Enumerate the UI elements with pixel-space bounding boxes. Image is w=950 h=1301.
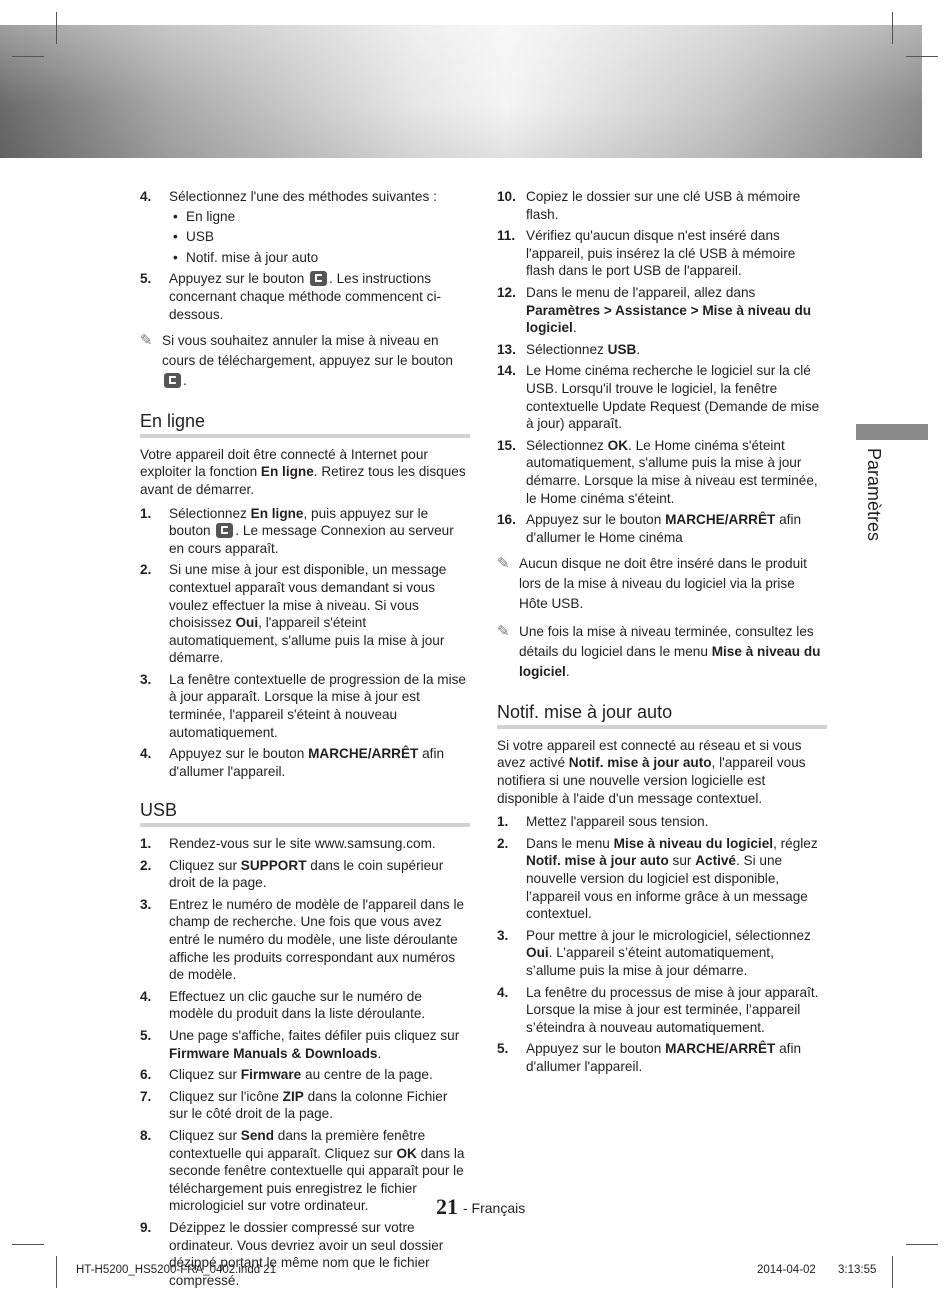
- crop-mark: [12, 56, 44, 57]
- note-text: Si vous souhaitez annuler la mise à niveau en cours de téléchargement, appuyez sur le bouton: [162, 333, 453, 369]
- note: [140, 331, 470, 391]
- footer-file: HT-H5200_HS5200-FRA_0402.indd 21: [76, 1264, 277, 1276]
- list-item: 2. Cliquez sur SUPPORT dans le coin supérieur droit de la page.: [140, 857, 444, 891]
- pencil-note-icon: ✎: [140, 332, 153, 350]
- footer-time: 3:13:55: [838, 1264, 877, 1276]
- list-item: 4. Effectuez un clic gauche sur le numéro de modèle du produit dans la liste déroulante.: [140, 988, 426, 1022]
- chapter-label: Paramètres: [864, 448, 884, 542]
- list-item: 5. Appuyez sur le bouton MARCHE/ARRÊT afin d'allumer l'appareil.: [497, 1041, 802, 1074]
- footer-date: 2014-04-02: [757, 1264, 816, 1276]
- list-item: 10. Copiez le dossier sur une clé USB à mémoire flash.: [497, 189, 801, 222]
- pencil-note-icon: ✎: [497, 555, 510, 573]
- list-item: 5. Une page s'affiche, faites défiler puis cliquez sur Firmware Manuals & Downloads.: [140, 1027, 460, 1061]
- list-item: 3. Pour mettre à jour le micrologiciel, sélectionnez Oui. L’appareil s’éteint automatiquement, s’allume puis la mise à jour démarre.: [497, 927, 811, 978]
- section-title-en-ligne: En ligne: [140, 413, 470, 438]
- step-number: 4.: [140, 189, 152, 204]
- crop-mark: [906, 1244, 938, 1245]
- crop-mark: [892, 12, 893, 44]
- list-item: 12. Dans le menu de l'appareil, allez dans Paramètres > Assistance > Mise à niveau du logiciel.: [497, 284, 812, 336]
- list-item: 16. Appuyez sur le bouton MARCHE/ARRÊT afin d'allumer le Home cinéma: [497, 512, 802, 545]
- list-item: 1. Rendez-vous sur le site www.samsung.com.: [140, 836, 436, 852]
- crop-mark: [56, 1256, 57, 1288]
- crop-mark: [906, 56, 938, 57]
- list-item: 3. La fenêtre contextuelle de progression de la mise à jour apparaît. Lorsque la mise à jour est terminée, l'appareil s'éteint à nouveau automatiquement.: [140, 671, 466, 740]
- list-item: 4. La fenêtre du processus de mise à jour apparaît. Lorsque la mise à jour est terminée, l’appareil s’éteindra à nouveau automatiquement.: [497, 984, 819, 1035]
- list-item: 13. Sélectionnez USB.: [497, 341, 641, 357]
- step-text: . Les instructions concernant chaque méthode commencent ci-dessous.: [169, 271, 442, 322]
- list-item: 2. Si une mise à jour est disponible, un message contextuel apparaît vous demandant si vous voulez effectuer la mise à niveau. Si vous choisissez Oui, l'appareil s'éteint automatiquement, s'allume puis la mise à jour démarre.: [140, 562, 447, 666]
- list-item: 1. Mettez l'appareil sous tension.: [497, 814, 709, 830]
- right-column: [497, 188, 827, 1080]
- return-icon: [310, 271, 327, 286]
- list-item: 6. Cliquez sur Firmware au centre de la page.: [140, 1067, 433, 1083]
- list-item: 4. Appuyez sur le bouton MARCHE/ARRÊT afin d'allumer l'appareil.: [140, 746, 445, 779]
- return-icon: [216, 523, 233, 538]
- chapter-tab: [856, 424, 928, 440]
- section-title-usb: USB: [140, 802, 470, 827]
- list-item: 9. Dézippez le dossier compressé sur votre ordinateur. Vous devriez avoir un seul dossier dézippé portant le même nom que le fichier compressé.: [140, 1219, 444, 1288]
- return-icon: [164, 373, 181, 388]
- list-item: 1. Sélectionnez En ligne, puis appuyez sur le bouton . Le message Connexion au serveur en cours apparaît.: [140, 505, 454, 556]
- header-gradient-band: [0, 25, 922, 158]
- crop-mark: [892, 1256, 893, 1288]
- list-item: [140, 270, 470, 323]
- note-text: .: [183, 373, 187, 389]
- list-item: 3. Entrez le numéro de modèle de l'appareil dans le champ de recherche. Une fois que vous avez entré le numéro du modèle, une liste déroulante affiche les produits correspondant aux numéros de modèle.: [140, 896, 465, 983]
- note: ✎ Une fois la mise à niveau terminée, consultez les détails du logiciel dans le menu Mise à niveau du logiciel.: [497, 623, 821, 680]
- section-intro: Votre appareil doit être connecté à Internet pour exploiter la fonction En ligne. Retirez tous les disques avant de démarrer.: [140, 446, 466, 497]
- step-text: Appuyez sur le bouton: [169, 271, 305, 287]
- method-item: • USB: [169, 228, 470, 246]
- pencil-note-icon: ✎: [497, 623, 510, 641]
- list-item: 7. Cliquez sur l'icône ZIP dans la colonne Fichier sur le côté droit de la page.: [140, 1088, 448, 1122]
- list-item: 11. Vérifiez qu'aucun disque n'est inséré dans l'appareil, puis insérez la clé USB à mémoire flash dans le port USB de l'appareil.: [497, 228, 796, 279]
- list-item: 2. Dans le menu Mise à niveau du logiciel, réglez Notif. mise à jour auto sur Activé. Si une nouvelle version du logiciel est disponible, l’appareil vous en informe grâce à un message contextuel.: [497, 835, 818, 922]
- list-item: 8. Cliquez sur Send dans la première fenêtre contextuelle qui apparaît. Cliquez sur OK dans la seconde fenêtre contextuelle qui apparaît pour le téléchargement puis enregistrez le fichier micrologiciel sur votre ordinateur.: [140, 1127, 465, 1214]
- section-intro: Si votre appareil est connecté au réseau et si vous avez activé Notif. mise à jour auto, l'appareil vous notifiera si une nouvelle version logicielle est disponible à l'aide d'un message contextuel.: [497, 737, 806, 806]
- method-list: [169, 208, 470, 267]
- method-item: • En ligne: [169, 208, 470, 226]
- note-text: Aucun disque ne doit être inséré dans le produit lors de la mise à niveau du logiciel via la prise Hôte USB.: [519, 556, 807, 612]
- step-number: 5.: [140, 271, 152, 287]
- left-column: [140, 188, 470, 1293]
- section-title-notif: Notif. mise à jour auto: [497, 704, 827, 729]
- method-item: • Notif. mise à jour auto: [169, 249, 470, 267]
- page-number: 21: [436, 1194, 458, 1219]
- list-item: [140, 188, 470, 266]
- note: [497, 554, 827, 614]
- list-item: 14. Le Home cinéma recherche le logiciel sur la clé USB. Lorsqu'il trouve le logiciel, la fenêtre contextuelle Update Request (Demande de mise à jour) apparaît.: [497, 363, 820, 432]
- page-language: - Français: [463, 1200, 526, 1216]
- crop-mark: [12, 1244, 44, 1245]
- step-text: Sélectionnez l'une des méthodes suivantes :: [169, 189, 437, 204]
- crop-mark: [56, 12, 57, 44]
- list-item: 15. Sélectionnez OK. Le Home cinéma s'éteint automatiquement, s'allume puis la mise à jour démarre. Lorsque la mise à niveau est terminée, le Home cinéma s'éteint.: [497, 437, 818, 506]
